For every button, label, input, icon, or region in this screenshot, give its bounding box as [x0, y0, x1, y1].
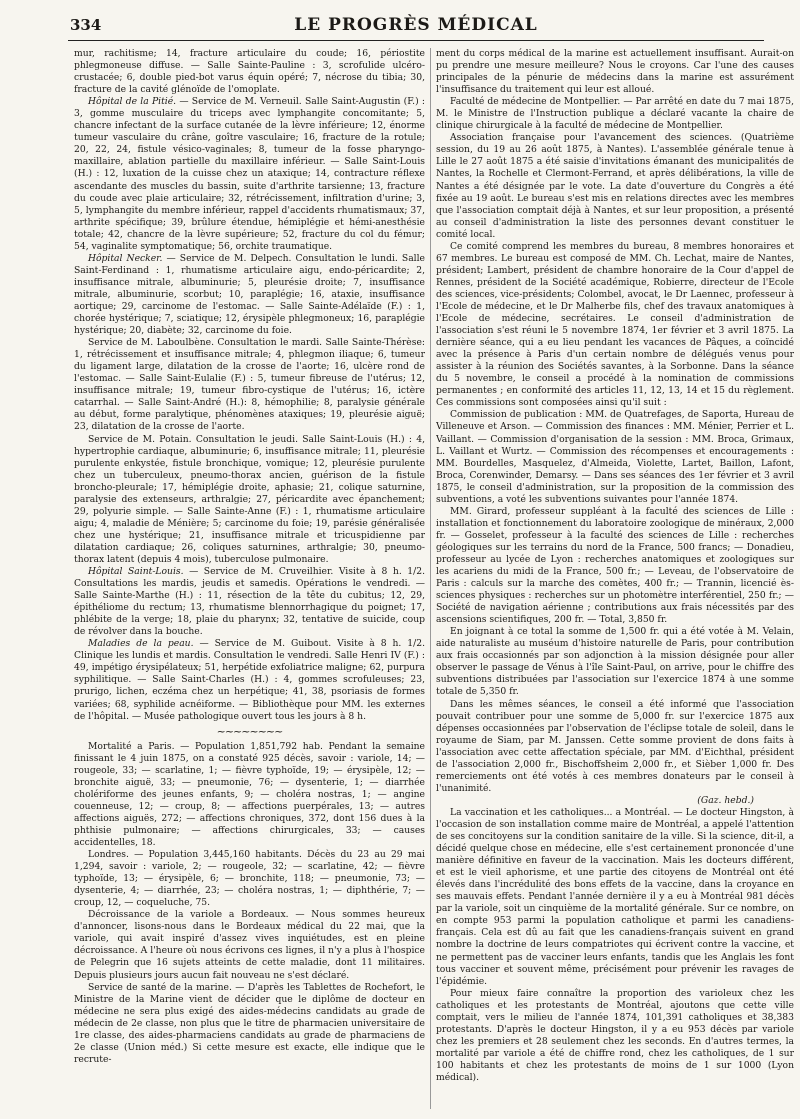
paragraph: Londres. — Population 3,445,160 habitants. Décès du 23 au 29 mai 1,294, savoir : variole, 2; — rougeole, 32; — scarlatine, 42; — fièvre typhoïde, 13; — érysipèle, 6; — bronchite, 118; — pneumonie, 73; — dysenterie, 4; — diarrhée, 23; — choléra nostras, 1; — diphthérie, 7; — croup, 12, — coqueluche, 75.	[74, 849, 425, 909]
paragraph	[74, 96, 425, 253]
paragraph-text: — Service de M. Delpech. Consultation le lundi. Salle Saint-Ferdinand : 1, rhumatisme articulaire aigu, endo-péricardite; 2, insuffisance mitrale, albuminurie; 5, pleurésie droite; 7, insuffisance mitrale, albuminurie, scorbut; 10, paraplégie; 16, ataxie, insuffisance aortique; 29, carcinome de l'estomac. — Salle Sainte-Adélaïde (F.) : 1, chorée hystérique; 7, sciatique; 12, érysipèle phlegmoneux; 16, paraplégie hystérique; 20, diabète; 32, carcinome du foie.	[74, 252, 425, 337]
paragraph: Service de M. Laboulbène. Consultation le mardi. Salle Sainte-Thérèse: 1, rétrécissement et insuffisance mitrale; 4, phlegmon iliaque; 6, tumeur du ligament large, dilatation de la crosse de l'aorte; 16, ulcère rond de l'estomac. — Salle Saint-Eulalie (F.) : 5, tumeur fibreuse de l'utérus; 12, insuffisance mitrale; 19, tumeur fibro-cystique de l'utérus; 16, ictère catarrhal. — Salle Saint-André (H.): 8, hémophilie; 8, paralysie générale au début, forme paralytique, phénomènes ataxiques; 19, pleurésie aiguë; 23, dilatation de la crosse de l'aorte.	[74, 337, 425, 433]
paragraph: En joignant à ce total la somme de 1,500 fr. qui a été votée à M. Velain, aide naturaliste au muséum d'histoire naturelle de Paris, pour contribution aux frais occasionnés par son adjonction à la mission désignée pour aller observer le passage de Vénus à l'île Saint-Paul, on arrive, pour le chiffre des subventions distribuées par l'association sur l'exercice 1874 à une somme totale de 5,350 fr.	[436, 626, 794, 698]
paragraph: Décroissance de la variole a Bordeaux. — Nous sommes heureux d'annoncer, lisons-nous dans le Bordeaux médical du 22 mai, que la variole, qui avait inspiré d'assez vives inquiétudes, est en pleine décroissance. A l'heure où nous écrivons ces lignes, il n'y a plus à l'hospice de Pelegrin que 16 sujets atteints de cette maladie, dont 11 militaires. Depuis plusieurs jours aucun fait nouveau ne s'est déclaré.	[74, 909, 425, 981]
paragraph: Service de santé de la marine. — D'après les Tablettes de Rochefort, le Ministre de la Marine vient de décider que le diplôme de docteur en médecine ne sera plus exigé des aides-médecins candidats au grade de médecin de 2e classe, non plus que le titre de pharmacien universitaire de 1re classe, des aides-pharmaciens candidats au grade de pharmaciens de 2e classe (Union méd.) Si cette mesure est exacte, elle indique que le recrute-	[74, 981, 425, 1065]
header-rule	[68, 40, 764, 41]
paragraph	[74, 638, 425, 722]
section-heading: Maladies de la peau.	[88, 638, 194, 650]
source-citation: (Gaz. hebd.)	[697, 794, 754, 806]
right-column	[436, 48, 794, 1113]
paragraph: ment du corps médical de la marine est actuellement insuffisant. Aurait-on pu prendre une mesure meilleure? Nous le croyons. Car l'une des causes principales de la pénurie de médecins dans la marine est assurément l'insuffisance du traitement qui leur est alloué.	[436, 48, 794, 96]
section-heading: Hôpital de la Pitié.	[88, 96, 177, 108]
paragraph: mur, rachitisme; 14, fracture articulaire du coude; 16, périostite phlegmoneuse diffuse. — Salle Sainte-Pauline : 3, scrofulide ulcéro-crustacée; 6, double pied-bot varus équin opéré; 7, nécrose du tibia; 30, fracture de la cavité glénoïde de l'omoplate.	[74, 48, 425, 96]
page-header	[70, 14, 762, 36]
left-column	[74, 48, 425, 1113]
section-heading: Hôpital Saint-Louis.	[88, 566, 184, 578]
paragraph-text: — Service de M. Guibout. Visite à 8 h. 1/2. Clinique les lundis et mardis. Consultation le vendredi. Salle Henri IV (F.) : 49, impétigo érysipélateux; 51, herpétide exfoliatrice maligne; 62, purpura syphilitique. — Salle Saint-Charles (H.) : 4, gommes scrofuleuses; 23, prurigo, lichen, eczéma chez un herpétique; 41, 38, psoriasis de formes variées; 68, syphilide acnéiforme. — Bibliothèque pour MM. les externes de l'hôpital. — Musée pathologique ouvert tous les jours à 8 h.	[74, 638, 425, 722]
paragraph: La vaccination et les catholiques... a Montréal. — Le docteur Hingston, à l'occasion de son installation comme maire de Montréal, a appelé l'attention de ses concitoyens sur la condition sanitaire de la ville. Si la science, dit-il, a décidé quelque chose en médecine, elle s'est certainement prononcée d'une manière définitive en faveur de la vaccination. Mais les docteurs différent, et est le vieil aphorisme, et une partie des citoyens de Montréal ont été élevés dans l'incrédulité des bons effets de la vaccine, dans la croyance en ses mauvais effets. Pendant l'année dernière il y a eu à Montréal 981 décès par la variole, soit un cinquième de la mortalité générale. Sur ce nombre, on en compte 953 parmi la population catholique et parmi les canadiens-français. Cela est dû au fait que les canadiens-français suivent en grand nombre la doctrine de leurs compatriotes qui écrivent contre la vaccine, et ne permettent pas de vacciner leurs enfants, tandis que les Anglais les font tous vacciner et souvent même, précisément pour prévenir les ravages de l'épidémie.	[436, 806, 794, 987]
paragraph: MM. Girard, professeur suppléant à la faculté des sciences de Lille : installation et fonctionnement du laboratoire zoologique de minéraux, 2,000 fr. — Gosselet, professeur à la faculté des sciences de Lille : recherches géologiques sur les terrains du nord de la France, 500 francs; — Donadieu, professeur au lycée de Lyon : recherches anatomiques et zoologiques sur les acariens du midi de la France, 500 fr.; — Leveau, de l'observatoire de Paris : calculs sur la marche des comètes, 400 fr.; — Trannin, licencié ès-sciences physiques : recherches sur un photomètre interférentiel, 250 fr.; — Société de navigation aérienne ; contributions aux frais nécessités par des ascensions scientifiques, 200 fr. — Total, 3,850 fr.	[436, 505, 794, 626]
paragraph: Association française pour l'avancement des sciences. (Quatrième session, du 19 au 26 août 1875, à Nantes). L'assemblée générale tenue à Lille le 27 août 1875 a été saisie d'invitations émanant des municipalités de Nantes, la Rochelle et Clermont-Ferrand, et après délibérations, la ville de Nantes a été désignée par le vote. La date d'ouverture du Congrès a été fixée au 19 août. Le bureau s'est mis en relations directes avec les membres que l'association comptait déjà à Nantes, et sur leur proposition, a présenté au conseil d'administration la liste des personnes devant constituer le comité local.	[436, 132, 794, 240]
paragraph: Pour mieux faire connaître la proportion des varioleux chez les catholiques et les protestants de Montréal, ajoutons que cette ville comptait, vers le milieu de l'année 1874, 101,391 catholiques et 38,383 protestants. D'après le docteur Hingston, il y a eu 953 décès par variole chez les premiers et 28 seulement chez les seconds. En d'autres termes, la mortalité par variole a été de chiffre rond, chez les catholiques, de 1 sur 100 habitants et chez les protestants de moins de 1 sur 1000 (Lyon médical).	[436, 987, 794, 1083]
journal-title: LE PROGRÈS MÉDICAL	[294, 15, 538, 35]
column-divider	[430, 48, 431, 1109]
section-heading: Hôpital Necker.	[88, 252, 163, 264]
paragraph-text: — Service de M. Cruveilhier. Visite à 8 h. 1/2. Consultations les mardis, jeudis et samedis. Opérations le vendredi. — Salle Sainte-Marthe (H.) : 11, résection de la tête du cubitus; 12, 29, épithéliome du rectum; 13, rhumatisme blennorrhagique du poignet; 17, phlébite de la verge; 18, plaie du pharynx; 32, tentative de suicide, coup de révolver dans la bouche.	[74, 566, 425, 638]
section-separator: ~~~~~~~~	[216, 724, 283, 738]
paragraph: Mortalité a Paris. — Population 1,851,792 hab. Pendant la semaine finissant le 4 juin 1875, on a constaté 925 décès, savoir : variole, 14; — rougeole, 33; — scarlatine, 1; — fièvre typhoïde, 19; — érysipèle, 12; — bronchite aiguë, 33; — pneumonie, 76; — dysenterie, 1; — diarrhée cholériforme des jeunes enfants, 9; — choléra nostras, 1; — angine couenneuse, 12; — croup, 8; — affections puerpérales, 13; — autres affections aiguës, 272; — affections chroniques, 372, dont 156 dues à la phthisie pulmonaire; — affections chirurgicales, 33; — causes accidentelles, 18.	[74, 740, 425, 848]
paragraph	[74, 253, 425, 337]
paragraph: Faculté de médecine de Montpellier. — Par arrêté en date du 7 mai 1875, M. le Ministre de l'Instruction publique a déclaré vacante la chaire de clinique chirurgicale à la faculté de médecine de Montpellier.	[436, 96, 794, 132]
paragraph: Dans les mêmes séances, le conseil a été informé que l'association pouvait contribuer pour une somme de 5,000 fr. sur l'exercice 1875 aux dépenses occasionnées par l'observation de l'éclipse totale de soleil, dans le royaume de Siam, par M. Janssen. Cette somme provient de dons faits à l'association avec cette affectation spéciale, par MM. d'Eichthal, président de l'association 2,000 fr., Bischoffsheim 2,000 fr., et Sièber 1,000 fr. Des remerciements ont été votés à ces membres donateurs par le conseil à l'unanimité.	[436, 698, 794, 794]
paragraph: Service de M. Potain. Consultation le jeudi. Salle Saint-Louis (H.) : 4, hypertrophie cardiaque, albuminurie; 6, insuffisance mitrale; 11, pleurésie purulente enkystée, fistule bronchique, vomique; 12, pleurésie purulente chez un tuberculeux, pneumo-thorax ancien, guérison de la fistule broncho-pleurale; 17, hémiplégie droite, aphasie; 21, colique saturnine, paralysie des extenseurs, arthralgie; 27, péricardite avec épanchement; 29, polyurie simple. — Salle Sainte-Anne (F.) : 1, rhumatisme articulaire aigu; 4, maladie de Ménière; 5; carcinome du foie; 19, parésie généralisée chez une hystérique; 21, insuffisance mitrale et tricuspidienne par dilatation cardiaque; 26, coliques saturnines, arthralgie; 30, pneumo-thorax latent (depuis 4 mois), tuberculose pulmonaire.	[74, 433, 425, 565]
paragraph: Commission de publication : MM. de Quatrefages, de Saporta, Hureau de Villeneuve et Arson. — Commission des finances : MM. Ménier, Perrier et L. Vaillant. — Commission d'organisation de la session : MM. Broca, Grimaux, L. Vaillant et Wurtz. — Commission des récompenses et encouragements : MM. Bourdelles, Masquelez, d'Almeida, Violette, Lartet, Baillon, Lafont, Broca, Corenwinder, Demarsy. — Dans ses séances des 1er février et 3 avril 1875, le conseil d'administration, sur la proposition de la commission des subventions, a voté les subventions suivantes pour l'année 1874.	[436, 409, 794, 505]
paragraph	[74, 566, 425, 638]
page-number: 334	[70, 16, 102, 34]
paragraph-text: — Service de M. Verneuil. Salle Saint-Augustin (F.) : 3, gomme musculaire du triceps avec lymphangite concomitante; 5, chancre infectant de la surface cutanée de la lèvre inférieure; 12, énorme tumeur vasculaire du crâne, goître vasculaire; 16, fracture de la rotule; 20, 22, 24, fistule vésico-vaginales; 8, tumeur de la fosse pharyngo-maxillaire, ablation partielle du maxillaire inférieur. — Salle Saint-Louis (H.) : 12, luxation de la cuisse chez un ataxique; 14, contracture réflexe ascendante des muscles du bassin, suite d'arthrite tarsienne; 13, fracture du coude avec plaie articulaire; 32, rétrécissement, infiltration d'urine; 3, 5, lymphangite du membre inférieur, rappel d'accidents rhumatismaux; 37, arthrite spécifique; 39, brûlure étendue, hémiplégie et hémi-anesthésie totale; 42, chancre de la lèvre supérieure; 52, fracture du col du fémur; 54, vaginalite symptomatique; 56, orchite traumatique.	[74, 96, 425, 252]
paragraph: Ce comité comprend les membres du bureau, 8 membres honoraires et 67 membres. Le bureau est composé de MM. Ch. Lechat, maire de Nantes, président; Lambert, président de chambre honoraire de la Cour d'appel de Rennes, président de la Société académique, Robierre, directeur de l'Ecole des sciences, vice-présidents; Colombel, avocat, le Dr Laennec, professeur à l'Ecole de médecine, et le Dr Malherbe fils, chef des travaux anatomiques à l'Ecole de médecine, secrétaires. Le conseil d'administration de l'association s'est réuni le 5 novembre 1874, 1er février et 3 avril 1875. La dernière séance, qui a eu lieu pendant les vacances de Pâques, a coïncidé avec la présence à Paris d'un certain nombre de délégués venus pour assister à la réunion des Sociétés savantes, à la Sorbonne. Dans la séance du 5 novembre, le conseil a procédé à la nomination de commissions permanentes ; en conformité des articles 11, 12, 13, 14 et 15 du règlement. Ces commissions sont composées ainsi qu'il suit :	[436, 240, 794, 409]
